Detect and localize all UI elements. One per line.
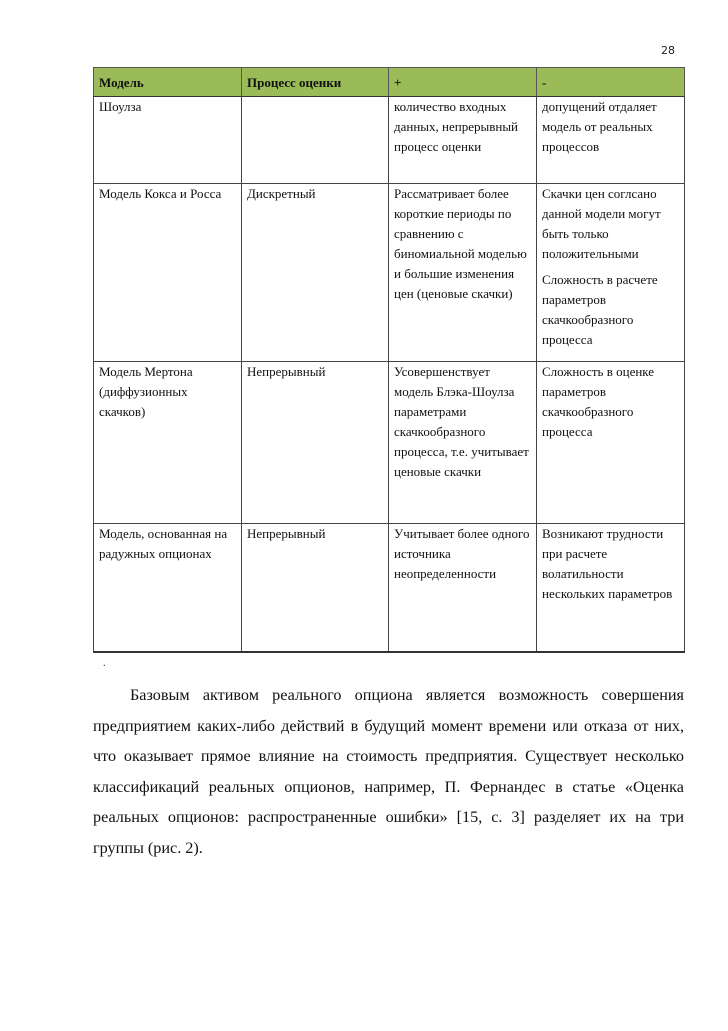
cell-plus-text: Рассматривает более короткие периоды по сравнению с биномиальной моделью и большие изменения цен (ценовые скачки)	[394, 186, 527, 301]
cell-minus-text: Скачки цен соглсано данной модели могут быть только положительными	[542, 186, 661, 261]
table-row	[94, 97, 685, 184]
cell-process: Дискретный	[242, 184, 389, 362]
cell-minus-text: Возникают трудности при расчете волатильности нескольких параметров	[542, 526, 673, 601]
cell-minus	[537, 97, 685, 184]
header-minus: -	[537, 68, 685, 97]
body-paragraph: Базовым активом реального опциона является возможность совершения предприятием каких-либо действий в будущий момент времени или отказа от них, что оказывает прямое влияние на стоимость предприятия. Существует несколько классификаций реальных опционов, например, П. Фернандес в статье «Оценка реальных опционов: распространенные ошибки» [15, с. 3] разделяет их на три группы (рис. 2).	[93, 686, 684, 857]
table-row	[94, 362, 685, 524]
cell-minus-text: Сложность в расчете параметров скачкообразного процесса	[542, 272, 658, 347]
cell-plus-text: количество входных данных, непрерывный процесс оценки	[394, 99, 519, 154]
cell-plus-text: Учитывает более одного источника неопределенности	[394, 526, 530, 581]
cell-plus	[389, 97, 537, 184]
table-row	[94, 184, 685, 362]
cell-minus	[537, 362, 685, 524]
cell-process	[242, 97, 389, 184]
page-number: 28	[661, 44, 675, 57]
cell-minus	[537, 524, 685, 652]
cell-model: Шоулза	[94, 97, 242, 184]
cell-minus-text: допущений отдаляет модель от реальных процессов	[542, 99, 657, 154]
cell-plus	[389, 184, 537, 362]
cell-plus	[389, 524, 537, 652]
cell-plus-text: Усовершенствует модель Блэка-Шоулза параметрами скачкообразного процесса, т.е. учитывает ценовые скачки	[394, 364, 529, 479]
cell-plus	[389, 362, 537, 524]
cell-model: Модель, основанная на радужных опционах	[94, 524, 242, 652]
cell-model: Модель Кокса и Росса	[94, 184, 242, 362]
table-header-row	[94, 68, 685, 97]
cell-process: Непрерывный	[242, 362, 389, 524]
cell-process: Непрерывный	[242, 524, 389, 652]
header-model: Модель	[94, 68, 242, 97]
table-row	[94, 524, 685, 652]
header-plus: +	[389, 68, 537, 97]
separator-dot: .	[103, 658, 106, 669]
cell-minus-text: Сложность в оценке параметров скачкообразного процесса	[542, 364, 655, 439]
options-models-table	[93, 67, 685, 653]
cell-minus	[537, 184, 685, 362]
cell-model: Модель Мертона (диффузионных скачков)	[94, 362, 242, 524]
header-process: Процесс оценки	[242, 68, 389, 97]
